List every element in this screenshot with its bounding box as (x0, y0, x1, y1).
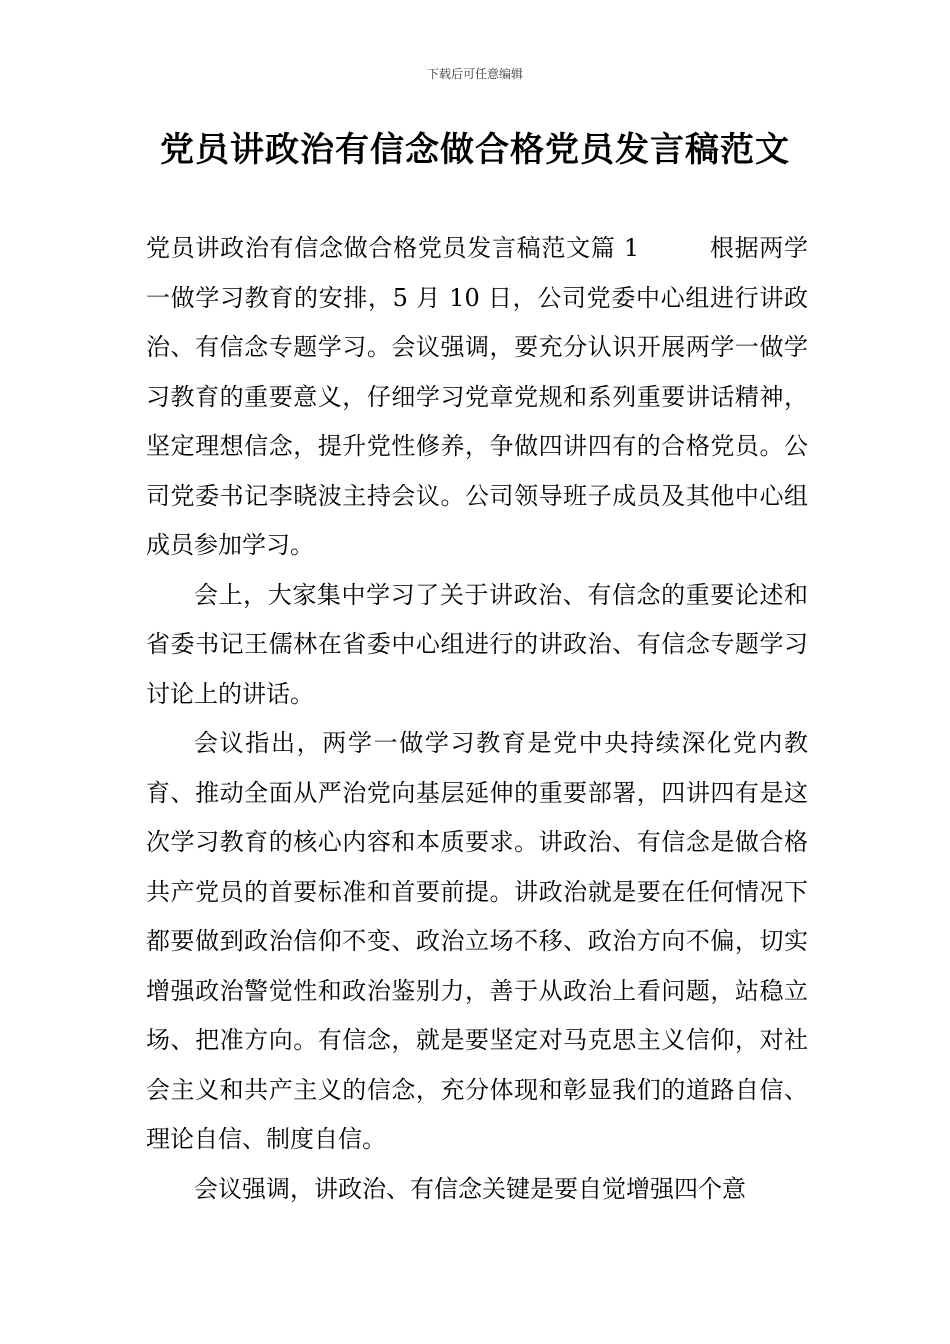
paragraph-3: 会议指出，两学一做学习教育是党中央持续深化党内教育、推动全面从严治党向基层延伸的重要部署，四讲四有是这次学习教育的核心内容和本质要求。讲政治、有信念是做合格共产党员的首要标准和首要前提。讲政治就是要在任何情况下都要做到政治信仰不变、政治立场不移、政治方向不偏，切实增强政治警觉性和政治鉴别力，善于从政治上看问题，站稳立场、把准方向。有信念，就是要坚定对马克思主义信仰，对社会主义和共产主义的信念，充分体现和彰显我们的道路自信、理论自信、制度自信。 (146, 729, 808, 1153)
paragraph-1 (146, 224, 808, 571)
paragraph-2: 会上，大家集中学习了关于讲政治、有信念的重要论述和省委书记王儒林在省委中心组进行的讲政治、有信念专题学习讨论上的讲话。 (146, 580, 808, 708)
header-note: 下载后可任意编辑 (426, 67, 523, 81)
paragraph-1-text: 根据两学一做学习教育的安排，5 月 10 日，公司党委中心组进行讲政治、有信念专题学习。会议强调，要充分认识开展两学一做学习教育的重要意义，仔细学习党章党规和系列重要讲话精神，坚定理想信念，提升党性修养，争做四讲四有的合格党员。公司党委书记李晓波主持会议。公司领导班子成员及其他中心组成员参加学习。 (146, 234, 809, 559)
document-title: 党员讲政治有信念做合格党员发言稿范文 (160, 130, 790, 170)
paragraph-4: 会议强调，讲政治、有信念关键是要自觉增强四个意 (194, 1174, 746, 1203)
document-body (146, 224, 808, 1214)
section-heading: 党员讲政治有信念做合格党员发言稿范文篇 1 (146, 234, 640, 262)
